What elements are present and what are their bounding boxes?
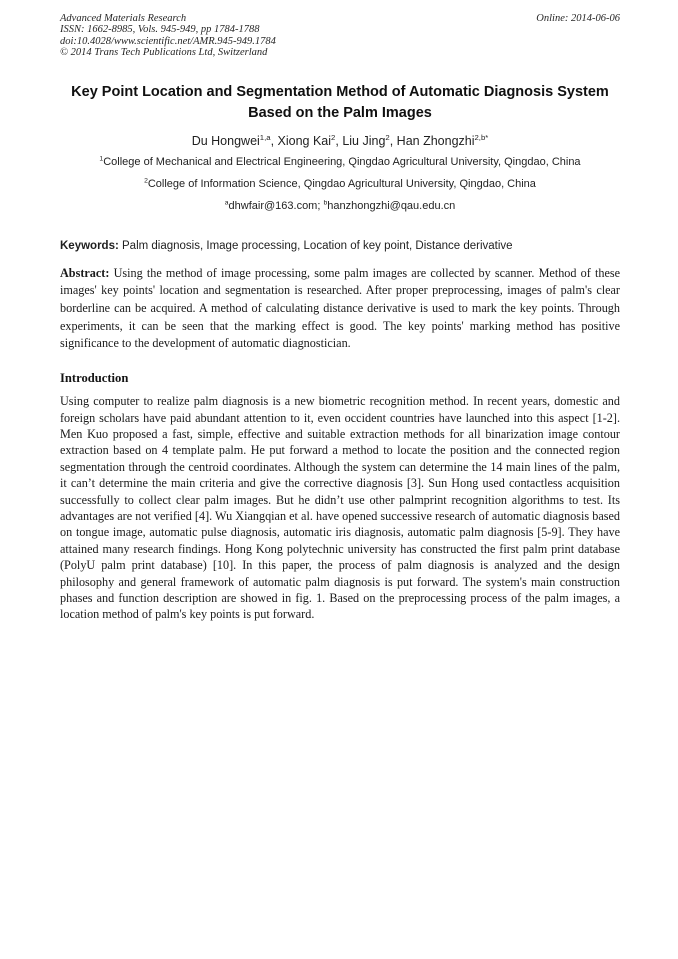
email-superscript: b: [323, 199, 328, 207]
author-superscript: 2: [331, 132, 336, 142]
paper-title: Key Point Location and Segmentation Method of Automatic Diagnosis System Based on the Palm Images: [71, 83, 609, 122]
author-superscript: 2: [385, 132, 390, 142]
affiliation-superscript: 2: [144, 177, 148, 185]
section-body-introduction: Using computer to realize palm diagnosis is a new biometric recognition method. In recent years, domestic and foreign scholars have paid abundant attention to it, even occident countries have launched into this aspect [1-2]. Men Kuo proposed a fast, simple, effective and suitable extraction methods for all binarization image contour extraction based on 4 template palm. He put forward a method to locate the position and the connected region segmentation through the centroid coordinates. Although the system can determine the 14 main lines of the palm, it can’t determine the main criteria and give the corrective diagnosis [3]. Sun Hong used contactless acquisition successfully to collect clear palm images. But he didn’t use other palmprint recognition algorithms to test. Its advantages are not verified [4]. Wu Xiangqian et al. have opened successive research of automatic diagnosis based on tongue image, automatic pulse diagnosis, automatic iris diagnosis, automatic palm diagnosis [5-9]. They have attained many research findings. Hong Kong polytechnic university has constructed the first palm print database (PolyU palm print database) [10]. In this paper, the process of palm diagnosis is analyzed and the design philosophy and general framework of automatic palm diagnosis is put forward. The system's main construction phases and function description are showed in fig. 1. Based on the preprocessing process of the palm images, a location method of palm's key points is put forward.: [60, 394, 620, 622]
email-address: dhwfair@163.com;: [228, 200, 321, 213]
author: [342, 134, 396, 148]
journal-issn-line: ISSN: 1662-8985, Vols. 945-949, pp 1784-1788: [60, 24, 260, 36]
affiliation-superscript: 1: [99, 155, 104, 163]
author-superscript: 1,a: [259, 132, 271, 142]
section-heading-introduction: Introduction: [60, 371, 129, 386]
author-superscript: 2,b*: [474, 132, 489, 142]
authors-line: [60, 134, 620, 148]
email-superscript: a: [224, 199, 229, 207]
author-separator: ,: [389, 133, 397, 148]
affiliation-text: College of Mechanical and Electrical Engineering, Qingdao Agricultural University, Qingdao, China: [103, 156, 581, 169]
journal-name: Advanced Materials Research: [60, 13, 187, 24]
journal-doi-line: doi:10.4028/www.scientific.net/AMR.945-949.1784: [60, 35, 276, 47]
author-name: Liu Jing: [342, 133, 386, 148]
email-address: hanzhongzhi@qau.edu.cn: [327, 200, 456, 213]
email: [323, 200, 455, 212]
keywords-text: Palm diagnosis, Image processing, Location of key point, Distance derivative: [122, 239, 513, 252]
abstract-text: Using the method of image processing, some palm images are collected by scanner. Method of these images' key points' location and segmentation is researched. After proper preprocessing, images of palm's clear borderline can be acquired. A method of calculating distance derivative is used to mark the key points. Through experiments, it can be seen that the marking effect is good. The key points' marking method has positive significance to the development of automatic diagnostician.: [60, 265, 621, 351]
author-separator: ,: [270, 133, 278, 148]
affiliation-text: College of Information Science, Qingdao Agricultural University, Qingdao, China: [147, 178, 536, 191]
online-date: Online: 2014-06-06: [536, 13, 620, 24]
abstract-paragraph: [60, 265, 620, 354]
author-emails: [60, 199, 620, 214]
abstract-label: Abstract:: [60, 265, 110, 280]
journal-copyright-line: © 2014 Trans Tech Publications Ltd, Switzerland: [60, 47, 268, 59]
author-name: Du Hongwei: [191, 133, 260, 148]
affiliation-1: [60, 155, 620, 170]
author: [397, 134, 489, 148]
keywords-line: [60, 239, 620, 253]
keywords-label: Keywords:: [60, 239, 119, 252]
journal-header: [60, 13, 620, 59]
author: [192, 134, 278, 148]
journal-header-left: [60, 13, 276, 59]
author: [278, 134, 343, 148]
author-separator: ,: [335, 133, 343, 148]
email: [225, 200, 321, 212]
author-name: Xiong Kai: [277, 133, 332, 148]
affiliation-2: [60, 177, 620, 192]
author-name: Han Zhongzhi: [396, 133, 475, 148]
